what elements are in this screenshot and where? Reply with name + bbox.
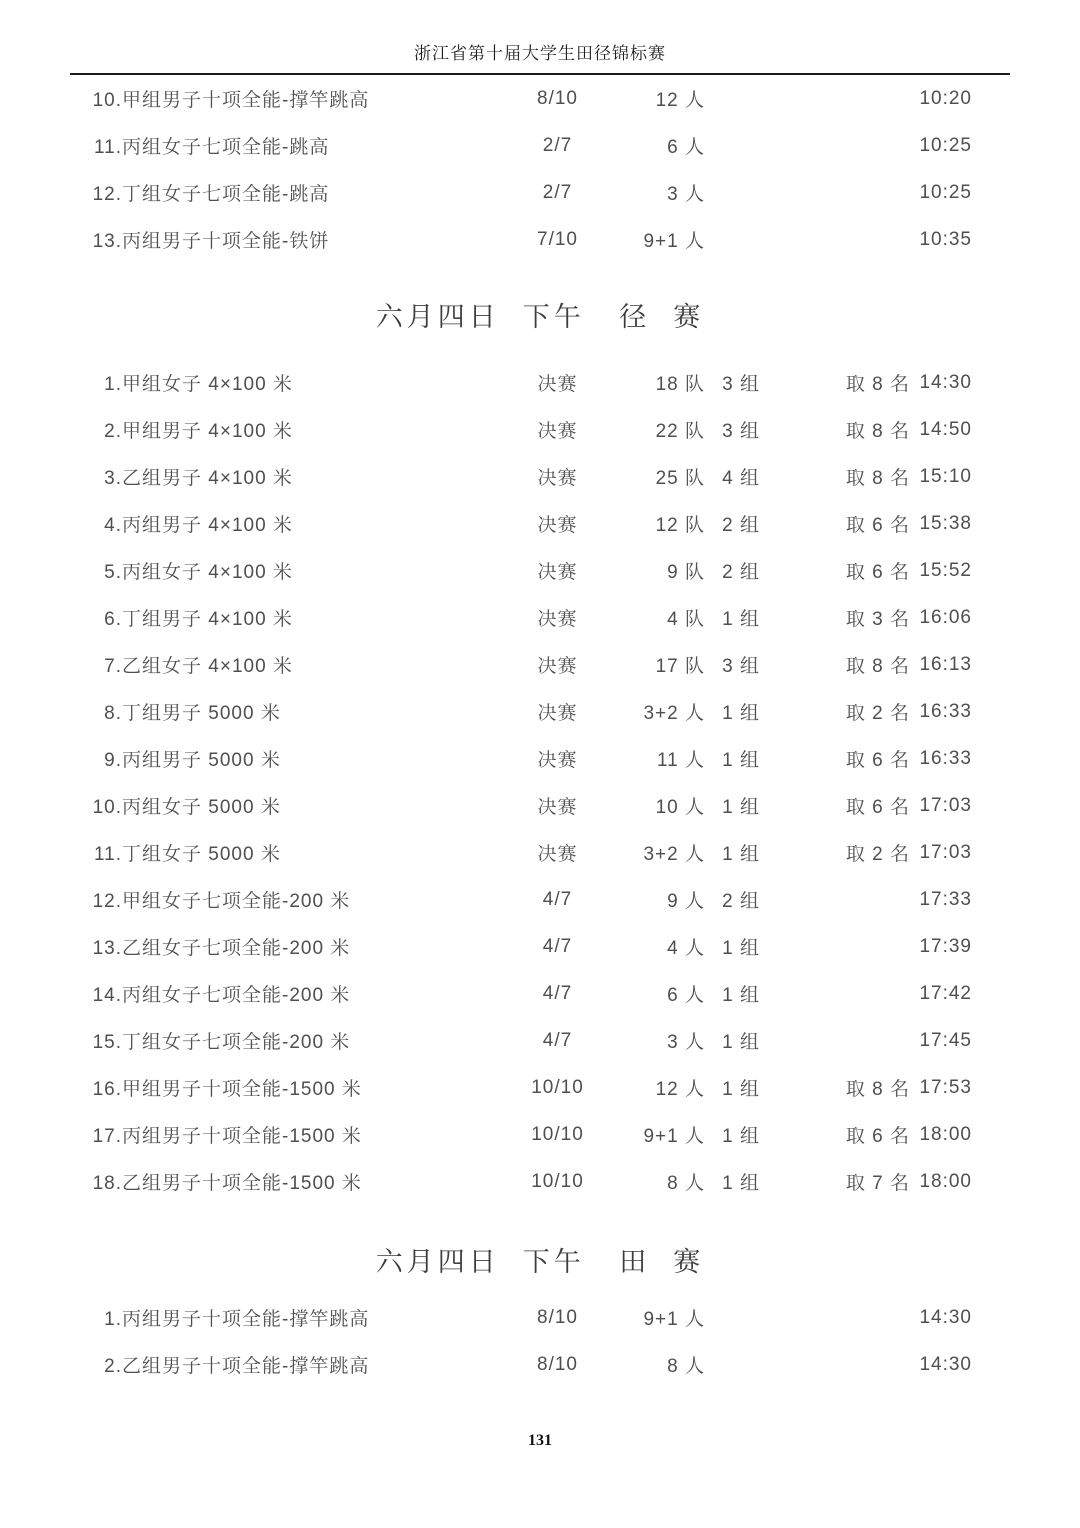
event-label: 甲组男子 4×100 米	[122, 421, 293, 442]
event-time: 10:25	[919, 181, 972, 203]
event-round: 4/7	[542, 888, 573, 910]
event-label: 丁组男子 4×100 米	[122, 609, 293, 630]
event-label: 甲组女子七项全能-200 米	[122, 891, 351, 912]
event-label: 丙组女子七项全能-200 米	[122, 985, 351, 1006]
event-groups: 4 组	[722, 468, 760, 489]
event-row	[70, 1064, 1010, 1111]
event-row	[70, 169, 1010, 216]
event-name	[70, 1168, 500, 1195]
event-round: 决赛	[537, 750, 578, 771]
event-label: 丁组女子 5000 米	[122, 844, 281, 865]
event-row	[70, 75, 1010, 122]
event-row	[70, 688, 1010, 735]
event-round: 4/7	[542, 935, 573, 957]
event-participants: 4 人	[667, 938, 705, 959]
event-qualifiers: 取 3 名	[845, 609, 910, 630]
event-name	[70, 463, 500, 490]
event-label: 丁组女子七项全能-跳高	[122, 184, 330, 205]
event-row	[70, 547, 1010, 594]
event-name	[70, 1121, 500, 1148]
event-participants: 6 人	[667, 985, 705, 1006]
event-groups: 2 组	[722, 562, 760, 583]
event-participants: 4 队	[667, 609, 705, 630]
event-time: 14:50	[919, 418, 972, 440]
event-groups: 1 组	[722, 844, 760, 865]
event-groups: 3 组	[722, 421, 760, 442]
event-groups: 1 组	[722, 1032, 760, 1053]
event-qualifiers: 取 6 名	[845, 797, 910, 818]
event-number: 10.	[92, 797, 122, 818]
schedule-content	[0, 75, 1080, 1388]
event-qualifiers: 取 8 名	[845, 656, 910, 677]
event-round: 7/10	[537, 228, 578, 250]
event-participants: 8 人	[667, 1173, 705, 1194]
event-groups: 1 组	[722, 609, 760, 630]
event-number: 18.	[92, 1173, 122, 1194]
event-time: 14:30	[919, 371, 972, 393]
event-label: 丙组男子 5000 米	[122, 750, 281, 771]
event-qualifiers: 取 8 名	[845, 1079, 910, 1100]
event-time: 17:39	[919, 935, 972, 957]
event-row	[70, 876, 1010, 923]
event-name	[70, 510, 500, 537]
event-label: 丁组男子 5000 米	[122, 703, 281, 724]
event-round: 4/7	[542, 1029, 573, 1051]
event-round: 4/7	[542, 982, 573, 1004]
event-row	[70, 641, 1010, 688]
event-label: 甲组男子十项全能-撑竿跳高	[122, 90, 370, 111]
event-round: 决赛	[537, 703, 578, 724]
event-participants: 22 队	[655, 421, 705, 442]
event-number: 13.	[92, 938, 122, 959]
event-row	[70, 735, 1010, 782]
event-number: 11.	[93, 844, 122, 865]
event-row	[70, 500, 1010, 547]
event-number: 6.	[104, 609, 122, 630]
event-number: 16.	[92, 1079, 122, 1100]
event-round: 决赛	[537, 515, 578, 536]
event-participants: 6 人	[667, 137, 705, 158]
event-name	[70, 604, 500, 631]
event-time: 17:03	[919, 841, 972, 863]
event-qualifiers: 取 6 名	[845, 515, 910, 536]
event-participants: 18 队	[655, 374, 705, 395]
event-number: 7.	[104, 656, 122, 677]
event-groups: 1 组	[722, 797, 760, 818]
event-number: 8.	[104, 703, 122, 724]
event-qualifiers: 取 8 名	[845, 468, 910, 489]
event-qualifiers: 取 6 名	[845, 562, 910, 583]
event-number: 3.	[104, 468, 122, 489]
event-rows	[70, 1294, 1010, 1388]
event-row	[70, 1294, 1010, 1341]
event-groups: 1 组	[722, 703, 760, 724]
event-number: 13.	[92, 231, 122, 252]
event-round: 决赛	[537, 562, 578, 583]
event-round: 8/10	[537, 87, 578, 109]
event-round: 8/10	[537, 1353, 578, 1375]
event-participants: 12 人	[655, 90, 705, 111]
event-row	[70, 923, 1010, 970]
event-number: 17.	[92, 1126, 122, 1147]
event-time: 16:33	[919, 747, 972, 769]
event-label: 丙组男子十项全能-铁饼	[122, 231, 330, 252]
event-participants: 10 人	[655, 797, 705, 818]
event-name	[70, 698, 500, 725]
event-time: 17:53	[919, 1076, 972, 1098]
event-name	[70, 651, 500, 678]
event-row	[70, 782, 1010, 829]
event-number: 2.	[104, 421, 122, 442]
page-number: 131	[528, 1432, 552, 1449]
section-title-field: 六月四日 下午 田 赛	[375, 1247, 705, 1277]
event-time: 15:52	[919, 559, 972, 581]
page-header	[0, 0, 1080, 64]
event-label: 丙组女子 4×100 米	[122, 562, 293, 583]
section-title-track: 六月四日 下午 径 赛	[375, 302, 705, 332]
section-afternoon-track	[70, 297, 1010, 1205]
event-name	[70, 369, 500, 396]
event-name	[70, 933, 500, 960]
event-participants: 3+2 人	[643, 703, 705, 724]
event-participants: 25 队	[655, 468, 705, 489]
event-row	[70, 1111, 1010, 1158]
event-label: 丙组女子七项全能-跳高	[122, 137, 330, 158]
event-time: 16:33	[919, 700, 972, 722]
event-name	[70, 132, 500, 159]
event-number: 1.	[104, 1309, 122, 1330]
event-round: 决赛	[537, 468, 578, 489]
event-row	[70, 1158, 1010, 1205]
event-time: 18:00	[919, 1170, 972, 1192]
event-name	[70, 557, 500, 584]
event-row	[70, 122, 1010, 169]
event-row	[70, 359, 1010, 406]
event-participants: 3 人	[667, 1032, 705, 1053]
event-participants: 3 人	[667, 184, 705, 205]
event-number: 12.	[92, 184, 122, 205]
event-participants: 8 人	[667, 1356, 705, 1377]
event-number: 1.	[104, 374, 122, 395]
section-morning-events-continued	[70, 75, 1010, 263]
section-afternoon-field	[70, 1242, 1010, 1388]
event-groups: 3 组	[722, 656, 760, 677]
event-name	[70, 886, 500, 913]
event-time: 14:30	[919, 1353, 972, 1375]
event-participants: 3+2 人	[643, 844, 705, 865]
event-name	[70, 85, 500, 112]
page-footer	[0, 1432, 1080, 1450]
event-label: 丙组女子 5000 米	[122, 797, 281, 818]
event-groups: 1 组	[722, 1126, 760, 1147]
event-label: 丙组男子十项全能-1500 米	[122, 1126, 362, 1147]
event-time: 15:10	[919, 465, 972, 487]
event-groups: 1 组	[722, 1079, 760, 1100]
event-groups: 2 组	[722, 891, 760, 912]
event-time: 16:06	[919, 606, 972, 628]
event-qualifiers: 取 6 名	[845, 750, 910, 771]
event-row	[70, 1341, 1010, 1388]
event-groups: 1 组	[722, 985, 760, 1006]
event-name	[70, 226, 500, 253]
event-number: 9.	[104, 750, 122, 771]
event-number: 10.	[92, 90, 122, 111]
event-participants: 9+1 人	[643, 1126, 705, 1147]
event-participants: 12 人	[655, 1079, 705, 1100]
event-groups: 2 组	[722, 515, 760, 536]
event-name	[70, 839, 500, 866]
event-round: 2/7	[542, 134, 573, 156]
event-row	[70, 594, 1010, 641]
event-qualifiers: 取 6 名	[845, 1126, 910, 1147]
event-qualifiers: 取 7 名	[845, 1173, 910, 1194]
event-rows	[70, 75, 1010, 263]
event-time: 17:33	[919, 888, 972, 910]
event-round: 8/10	[537, 1306, 578, 1328]
page-header-title: 浙江省第十届大学生田径锦标赛	[414, 44, 666, 63]
event-time: 10:35	[919, 228, 972, 250]
event-round: 决赛	[537, 421, 578, 442]
event-label: 丙组男子十项全能-撑竿跳高	[122, 1309, 370, 1330]
event-number: 2.	[104, 1356, 122, 1377]
event-time: 16:13	[919, 653, 972, 675]
event-name	[70, 792, 500, 819]
event-number: 11.	[93, 137, 122, 158]
event-time: 10:20	[919, 87, 972, 109]
event-participants: 17 队	[655, 656, 705, 677]
event-label: 丁组女子七项全能-200 米	[122, 1032, 351, 1053]
event-round: 10/10	[531, 1076, 584, 1098]
event-time: 14:30	[919, 1306, 972, 1328]
event-time: 15:38	[919, 512, 972, 534]
event-name	[70, 416, 500, 443]
event-participants: 9+1 人	[643, 231, 705, 252]
event-round: 决赛	[537, 656, 578, 677]
event-name	[70, 1304, 500, 1331]
event-participants: 9+1 人	[643, 1309, 705, 1330]
event-qualifiers: 取 2 名	[845, 703, 910, 724]
event-row	[70, 216, 1010, 263]
event-label: 乙组女子七项全能-200 米	[122, 938, 351, 959]
event-label: 乙组男子十项全能-1500 米	[122, 1173, 362, 1194]
event-label: 乙组男子 4×100 米	[122, 468, 293, 489]
event-round: 2/7	[542, 181, 573, 203]
event-row	[70, 970, 1010, 1017]
event-label: 丙组男子 4×100 米	[122, 515, 293, 536]
event-round: 10/10	[531, 1123, 584, 1145]
event-name	[70, 1074, 500, 1101]
event-time: 17:03	[919, 794, 972, 816]
event-name	[70, 179, 500, 206]
event-round: 决赛	[537, 797, 578, 818]
event-number: 5.	[104, 562, 122, 583]
event-groups: 1 组	[722, 750, 760, 771]
event-round: 决赛	[537, 844, 578, 865]
event-name	[70, 980, 500, 1007]
event-label: 甲组男子十项全能-1500 米	[122, 1079, 362, 1100]
event-label: 乙组女子 4×100 米	[122, 656, 293, 677]
event-participants: 12 队	[655, 515, 705, 536]
event-time: 18:00	[919, 1123, 972, 1145]
event-time: 17:42	[919, 982, 972, 1004]
event-round: 10/10	[531, 1170, 584, 1192]
event-qualifiers: 取 2 名	[845, 844, 910, 865]
event-name	[70, 745, 500, 772]
event-participants: 9 人	[667, 891, 705, 912]
event-row	[70, 829, 1010, 876]
event-qualifiers: 取 8 名	[845, 421, 910, 442]
event-rows	[70, 359, 1010, 1205]
event-time: 10:25	[919, 134, 972, 156]
event-groups: 1 组	[722, 938, 760, 959]
event-row	[70, 406, 1010, 453]
event-round: 决赛	[537, 609, 578, 630]
event-number: 4.	[104, 515, 122, 536]
event-row	[70, 1017, 1010, 1064]
event-number: 12.	[92, 891, 122, 912]
event-label: 乙组男子十项全能-撑竿跳高	[122, 1356, 370, 1377]
event-name	[70, 1351, 500, 1378]
event-row	[70, 453, 1010, 500]
event-qualifiers: 取 8 名	[845, 374, 910, 395]
event-groups: 3 组	[722, 374, 760, 395]
event-number: 14.	[92, 985, 122, 1006]
event-participants: 9 队	[667, 562, 705, 583]
event-groups: 1 组	[722, 1173, 760, 1194]
event-label: 甲组女子 4×100 米	[122, 374, 293, 395]
event-number: 15.	[92, 1032, 122, 1053]
event-time: 17:45	[919, 1029, 972, 1051]
event-round: 决赛	[537, 374, 578, 395]
event-participants: 11 人	[656, 750, 705, 771]
event-name	[70, 1027, 500, 1054]
